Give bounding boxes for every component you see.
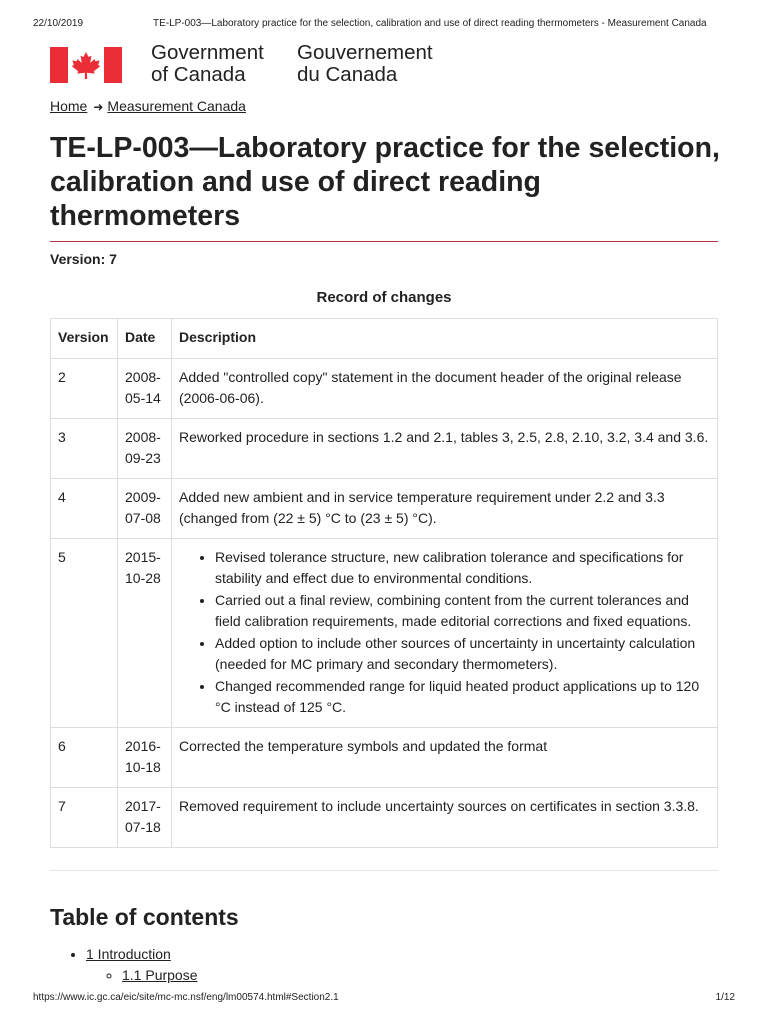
- page-title: TE-LP-003—Laboratory practice for the selection, calibration and use of direct reading thermometers: [50, 132, 720, 232]
- print-header: [33, 18, 735, 32]
- signature-french: [297, 42, 433, 86]
- toc-sublist: [86, 965, 198, 986]
- print-date: 22/10/2019: [33, 18, 84, 29]
- print-page-number: 1/12: [715, 992, 735, 1003]
- version-cell: 3: [51, 418, 118, 478]
- signature-english: [151, 42, 264, 86]
- version-cell: 7: [51, 787, 118, 847]
- print-url: https://www.ic.gc.ca/eic/site/mc-mc.nsf/eng/lm00574.html#Section2.1: [33, 992, 339, 1003]
- column-header-date: Date: [118, 319, 172, 359]
- description-cell: [172, 538, 718, 727]
- table-row: [51, 538, 718, 727]
- toc-link-purpose[interactable]: 1.1 Purpose: [122, 967, 198, 983]
- date-cell: 2016-10-18: [118, 727, 172, 787]
- description-cell: Reworked procedure in sections 1.2 and 2.1, tables 3, 2.5, 2.8, 2.10, 3.2, 3.4 and 3.6.: [172, 418, 718, 478]
- table-of-contents-heading: Table of contents: [50, 904, 239, 930]
- title-divider: [50, 241, 718, 242]
- description-cell: Removed requirement to include uncertainty sources on certificates in section 3.3.8.: [172, 787, 718, 847]
- table-row: [51, 418, 718, 478]
- toc-link-introduction[interactable]: 1 Introduction: [86, 946, 171, 962]
- date-cell: 2009-07-08: [118, 478, 172, 538]
- arrow-right-icon: ➜: [93, 100, 104, 114]
- print-page-title: TE-LP-003—Laboratory practice for the selection, calibration and use of direct reading thermometers - Measurement Canada: [153, 18, 707, 29]
- table-row: [51, 727, 718, 787]
- description-cell: Corrected the temperature symbols and updated the format: [172, 727, 718, 787]
- document-version: Version: 7: [50, 251, 117, 267]
- version-cell: 6: [51, 727, 118, 787]
- signature-en-line2: of Canada: [151, 63, 246, 86]
- date-cell: 2008-05-14: [118, 358, 172, 418]
- column-header-description: Description: [172, 319, 718, 359]
- breadcrumb-home-link[interactable]: Home: [50, 98, 88, 114]
- date-cell: 2017-07-18: [118, 787, 172, 847]
- canada-flag-icon: [50, 47, 122, 83]
- table-row: [51, 478, 718, 538]
- list-item: • Added option to include other sources of uncertainty in uncertainty calculation (needed for MC primary and secondary thermometers).: [215, 633, 710, 676]
- table-row: [51, 787, 718, 847]
- signature-fr-line2: du Canada: [297, 63, 398, 86]
- description-cell: Added new ambient and in service temperature requirement under 2.2 and 3.3 (changed from (22 ± 5) °C to (23 ± 5) °C).: [172, 478, 718, 538]
- table-of-contents-list: [50, 944, 198, 986]
- version-cell: 4: [51, 478, 118, 538]
- breadcrumb-measurement-canada-link[interactable]: Measurement Canada: [107, 98, 246, 114]
- date-cell: 2008-09-23: [118, 418, 172, 478]
- print-footer: [33, 992, 735, 1006]
- toc-item: [86, 944, 198, 986]
- government-of-canada-signature[interactable]: [50, 42, 470, 92]
- section-divider: [50, 870, 718, 871]
- list-item: • Changed recommended range for liquid heated product applications up to 120 °C instead of 125 °C.: [215, 676, 710, 719]
- record-of-changes-table: [50, 318, 718, 848]
- table-header-row: [51, 319, 718, 359]
- version-cell: 2: [51, 358, 118, 418]
- description-cell: Added "controlled copy" statement in the document header of the original release (2006-06-06).: [172, 358, 718, 418]
- column-header-version: Version: [51, 319, 118, 359]
- list-item: • Carried out a final review, combining content from the current tolerances and field calibration requirements, made editorial corrections and fixed equations.: [215, 590, 710, 633]
- table-row: [51, 358, 718, 418]
- signature-en-line1: Government: [151, 41, 264, 64]
- date-cell: 2015-10-28: [118, 538, 172, 727]
- list-item: • Revised tolerance structure, new calibration tolerance and specifications for stability and effect due to environmental conditions.: [215, 547, 710, 590]
- record-of-changes-caption: Record of changes: [316, 289, 452, 306]
- change-bullet-list: [179, 547, 710, 719]
- version-cell: 5: [51, 538, 118, 727]
- breadcrumb: [50, 98, 246, 114]
- toc-item: [122, 965, 198, 986]
- signature-fr-line1: Gouvernement: [297, 41, 433, 64]
